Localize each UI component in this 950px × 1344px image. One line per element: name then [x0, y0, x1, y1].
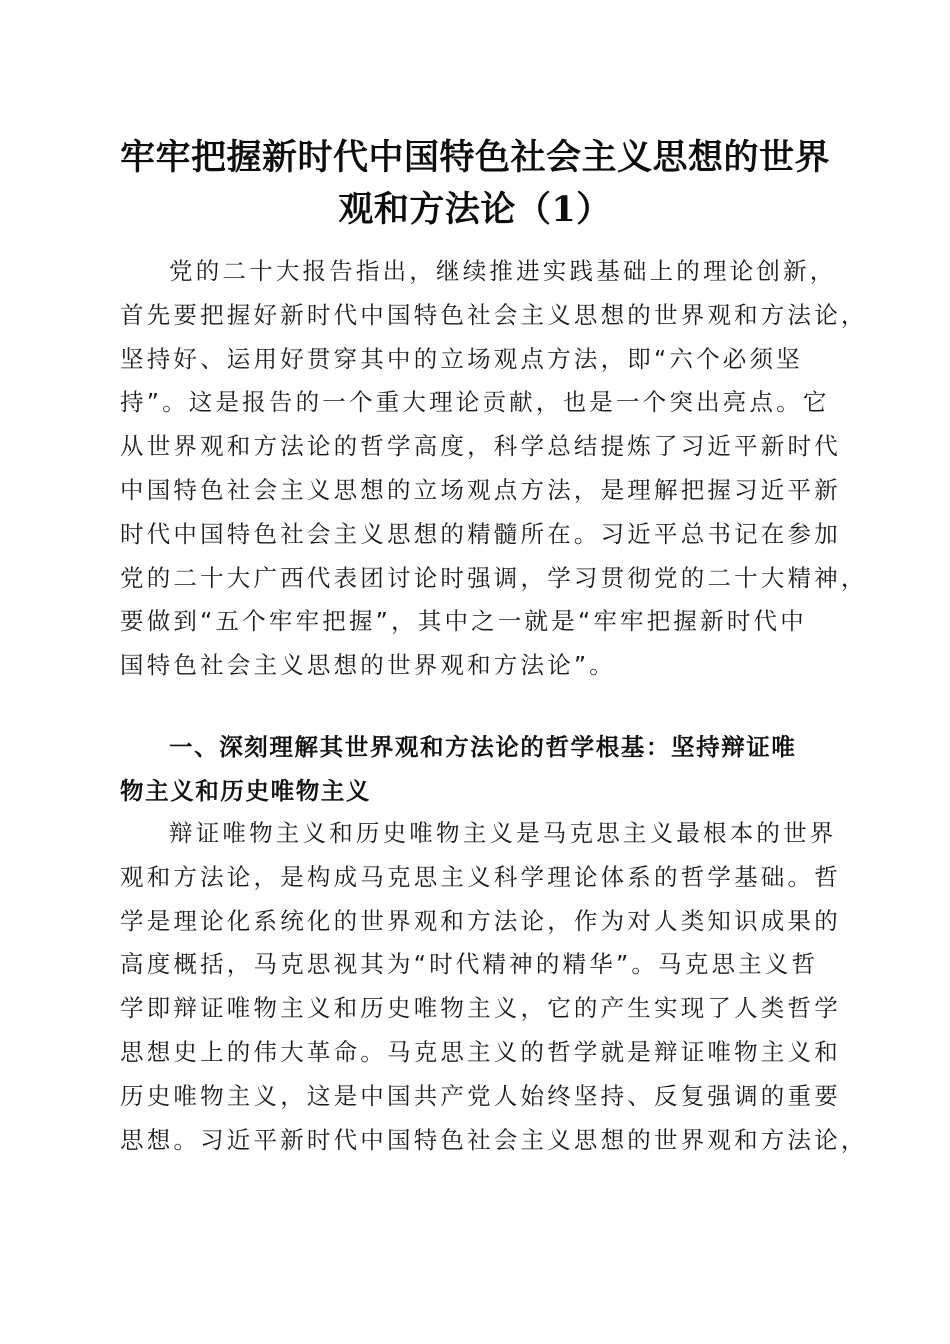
paragraph-line: 时代中国特色社会主义思想的精髓所在。习近平总书记在参加	[120, 519, 841, 548]
heading-line: 一、深刻理解其世界观和方法论的哲学根基：坚持辩证唯	[169, 733, 797, 761]
paragraph-line: 要做到“五个牢牢把握”，其中之一就是“牢牢把握新时代中	[120, 607, 807, 636]
section-heading-1	[120, 726, 832, 814]
paragraph-section-1	[120, 812, 868, 1162]
heading-line: 物主义和历史唯物主义	[120, 776, 371, 805]
paragraph-line: 历史唯物主义，这是中国共产党人始终坚持、反复强调的重要	[120, 1081, 841, 1110]
paragraph-line: 首先要把握好新时代中国特色社会主义思想的世界观和方法论，	[120, 300, 868, 329]
paragraph-line: 中国特色社会主义思想的立场观点方法，是理解把握习近平新	[120, 475, 841, 504]
paragraph-line: 坚持好、运用好贯穿其中的立场观点方法，即“六个必须坚	[120, 344, 803, 373]
title-line-1: 牢牢把握新时代中国特色社会主义思想的世界	[119, 137, 830, 178]
paragraph-line: 思想。习近平新时代中国特色社会主义思想的世界观和方法论，	[120, 1125, 868, 1154]
paragraph-line: 从世界观和方法论的哲学高度，科学总结提炼了习近平新时代	[120, 432, 841, 461]
paragraph-line: 党的二十大广西代表团讨论时强调，学习贯彻党的二十大精神，	[120, 563, 868, 592]
paragraph-intro	[120, 250, 868, 688]
paragraph-line: 学即辩证唯物主义和历史唯物主义，它的产生实现了人类哲学	[120, 994, 841, 1023]
paragraph-line: 辩证唯物主义和历史唯物主义是马克思主义最根本的世界	[169, 819, 837, 847]
paragraph-line: 观和方法论，是构成马克思主义科学理论体系的哲学基础。哲	[120, 862, 841, 891]
document-title	[100, 132, 850, 236]
paragraph-line: 党的二十大报告指出，继续推进实践基础上的理论创新，	[169, 257, 837, 285]
paragraph-line: 思想史上的伟大革命。马克思主义的哲学就是辩证唯物主义和	[120, 1037, 841, 1066]
paragraph-line: 高度概括，马克思视其为“时代精神的精华”。马克思主义哲	[120, 950, 819, 979]
title-line-2: 观和方法论（1）	[338, 189, 612, 230]
paragraph-line: 持”。这是报告的一个重大理论贡献，也是一个突出亮点。它	[120, 388, 830, 417]
paragraph-line: 国特色社会主义思想的世界观和方法论”。	[120, 651, 616, 680]
paragraph-line: 学是理论化系统化的世界观和方法论，作为对人类知识成果的	[120, 906, 841, 935]
